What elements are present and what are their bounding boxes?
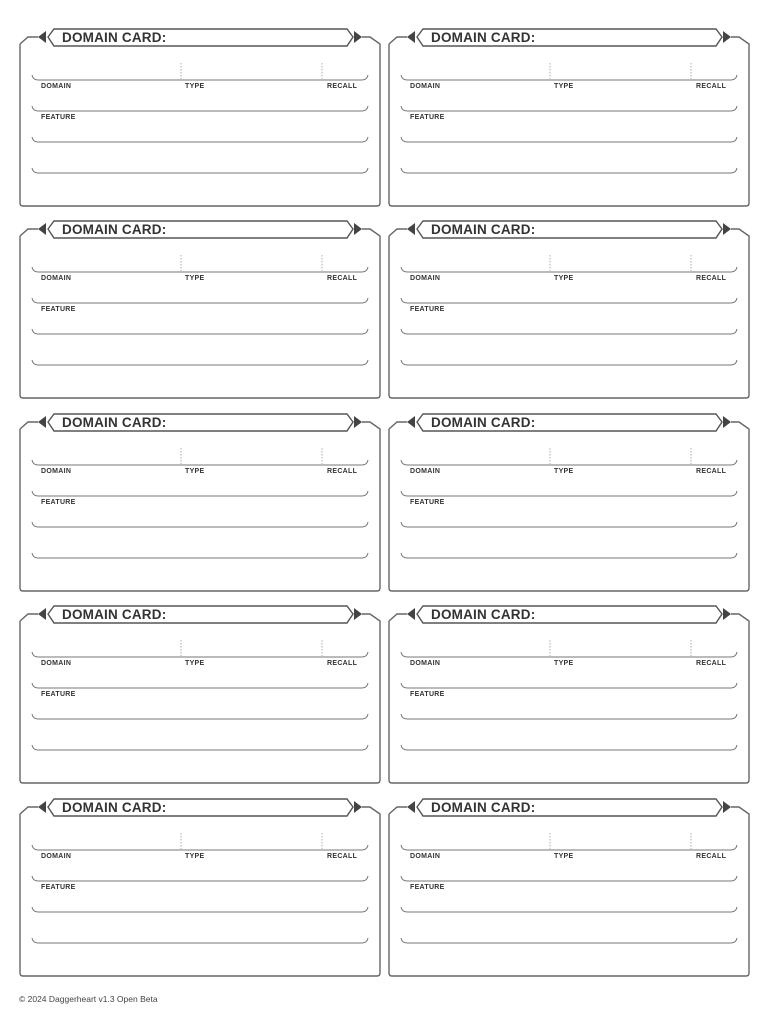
type-label: TYPE [185, 660, 205, 667]
domain-card [389, 410, 749, 594]
type-label: TYPE [185, 853, 205, 860]
copyright-footer: © 2024 Daggerheart v1.3 Open Beta [19, 994, 158, 1004]
feature-label: FEATURE [410, 114, 445, 121]
card-title: DOMAIN CARD: [62, 415, 167, 430]
domain-label: DOMAIN [410, 853, 441, 860]
domain-label: DOMAIN [410, 83, 441, 90]
recall-label: RECALL [327, 468, 358, 475]
feature-label: FEATURE [41, 691, 76, 698]
feature-label: FEATURE [410, 691, 445, 698]
feature-label: FEATURE [41, 499, 76, 506]
recall-label: RECALL [696, 83, 727, 90]
recall-label: RECALL [696, 275, 727, 282]
recall-label: RECALL [327, 853, 358, 860]
domain-card [389, 602, 749, 786]
domain-label: DOMAIN [410, 275, 441, 282]
card-title: DOMAIN CARD: [62, 222, 167, 237]
type-label: TYPE [554, 468, 574, 475]
card-title: DOMAIN CARD: [431, 222, 536, 237]
type-label: TYPE [554, 853, 574, 860]
feature-label: FEATURE [41, 306, 76, 313]
feature-label: FEATURE [41, 114, 76, 121]
card-title: DOMAIN CARD: [431, 607, 536, 622]
domain-card [20, 602, 380, 786]
domain-label: DOMAIN [41, 468, 72, 475]
domain-label: DOMAIN [41, 275, 72, 282]
feature-label: FEATURE [41, 884, 76, 891]
domain-label: DOMAIN [41, 853, 72, 860]
card-title: DOMAIN CARD: [431, 800, 536, 815]
domain-card [20, 410, 380, 594]
type-label: TYPE [554, 660, 574, 667]
feature-label: FEATURE [410, 884, 445, 891]
domain-card [389, 25, 749, 209]
domain-card [20, 795, 380, 979]
card-title: DOMAIN CARD: [431, 30, 536, 45]
domain-card [20, 217, 380, 401]
recall-label: RECALL [696, 660, 727, 667]
card-title: DOMAIN CARD: [62, 30, 167, 45]
recall-label: RECALL [327, 275, 358, 282]
domain-card [389, 217, 749, 401]
type-label: TYPE [185, 275, 205, 282]
card-title: DOMAIN CARD: [62, 800, 167, 815]
card-title: DOMAIN CARD: [62, 607, 167, 622]
recall-label: RECALL [696, 853, 727, 860]
card-title: DOMAIN CARD: [431, 415, 536, 430]
domain-label: DOMAIN [41, 83, 72, 90]
domain-label: DOMAIN [410, 660, 441, 667]
domain-card [389, 795, 749, 979]
domain-label: DOMAIN [410, 468, 441, 475]
feature-label: FEATURE [410, 306, 445, 313]
recall-label: RECALL [327, 660, 358, 667]
feature-label: FEATURE [410, 499, 445, 506]
recall-label: RECALL [327, 83, 358, 90]
type-label: TYPE [185, 468, 205, 475]
domain-label: DOMAIN [41, 660, 72, 667]
recall-label: RECALL [696, 468, 727, 475]
type-label: TYPE [554, 275, 574, 282]
domain-card [20, 25, 380, 209]
type-label: TYPE [554, 83, 574, 90]
type-label: TYPE [185, 83, 205, 90]
